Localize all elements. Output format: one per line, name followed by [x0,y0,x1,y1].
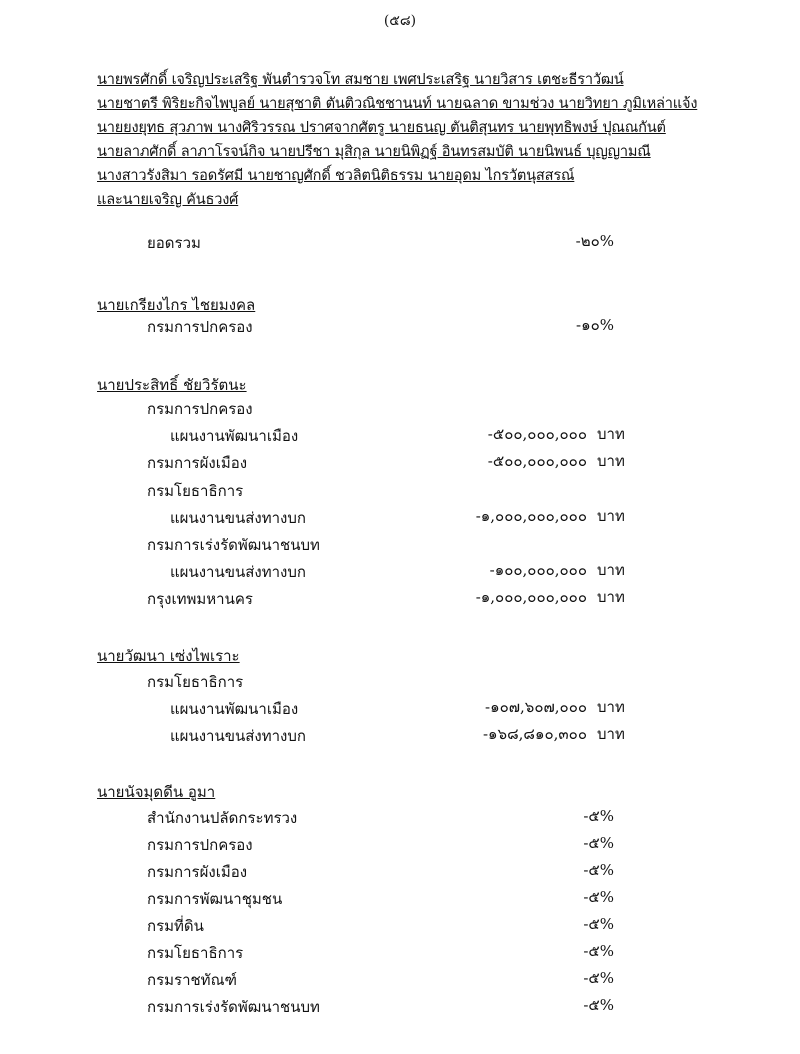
unit-label: บาท [597,452,625,470]
dept-label: กรมการปกครอง [147,836,253,854]
percent-value: -๕% [583,996,614,1014]
percent-value: -๕% [583,915,614,933]
dept-label: กรมราชทัณฑ์ [147,971,237,989]
dept-label: กรมการเร่งรัดพัฒนาชนบท [147,998,320,1016]
names-line: และนายเจริญ คันธวงศ์ [97,191,239,208]
percent-value: -๕% [583,861,614,879]
dept-value: -๑๐% [576,316,614,334]
dept-label: กรมโยธาธิการ [147,944,244,962]
dept-label: กรมการปกครอง [147,318,253,336]
page-number: (๕๘) [383,13,417,29]
amount-value: -๑๐๐,๐๐๐,๐๐๐ [489,561,587,579]
plan-label: แผนงานขนส่งทางบก [170,509,306,527]
unit-label: บาท [597,507,625,525]
names-line: นางสาวรังสิมา รอดรัศมี นายชาญศักดิ์ ชวลิตนิติธรรม นายอุดม ไกรวัตนุสสรณ์ [97,167,575,184]
section-heading-kriengkrai: นายเกรียงไกร ไชยมงคล [97,296,256,314]
dept-label: กรุงเทพมหานคร [147,590,253,608]
amount-value: -๑,๐๐๐,๐๐๐,๐๐๐ [475,507,587,525]
dept-label: กรมโยธาธิการ [147,673,244,691]
dept-label: กรมที่ดิน [147,917,204,935]
plan-label: แผนงานขนส่งทางบก [170,563,306,581]
dept-label: กรมโยธาธิการ [147,482,244,500]
percent-value: -๕% [583,969,614,987]
percent-value: -๕% [583,834,614,852]
dept-label: กรมการเร่งรัดพัฒนาชนบท [147,536,320,554]
plan-label: แผนงานขนส่งทางบก [170,727,306,745]
percent-value: -๕% [583,807,614,825]
names-line: นายพรศักดิ์ เจริญประเสริฐ พันตำรวจโท สมชาย เพศประเสริฐ นายวิสาร เตชะธีราวัฒน์ [97,71,624,88]
unit-label: บาท [597,698,625,716]
names-list [97,68,727,212]
section-heading-wattana: นายวัฒนา เซ่งไพเราะ [97,647,240,665]
dept-label: กรมการพัฒนาชุมชน [147,890,283,908]
unit-label: บาท [597,425,625,443]
dept-label: กรมการปกครอง [147,400,253,418]
amount-value: -๕๐๐,๐๐๐,๐๐๐ [487,452,587,470]
unit-label: บาท [597,725,625,743]
amount-value: -๕๐๐,๐๐๐,๐๐๐ [487,425,587,443]
amount-value: -๑๐๗,๖๐๗,๐๐๐ [485,698,587,716]
total-value: -๒๐% [575,232,614,250]
amount-value: -๑๖๘,๘๑๐,๓๐๐ [482,725,587,743]
names-line: นายยงยุทธ สุวภาพ นางศิริวรรณ ปราศจากศัตรู นายธนญ ตันติสุนทร นายพุทธิพงษ์ ปุณณกันต์ [97,119,666,136]
names-line: นายชาตรี พิริยะกิจไพบูลย์ นายสุชาติ ตันติวณิชชานนท์ นายฉลาด ขามช่วง นายวิทยา ภูมิเหล่าแจ้ง [97,95,698,112]
percent-value: -๕% [583,942,614,960]
dept-label: สำนักงานปลัดกระทรวง [147,809,298,827]
section-heading-prasit: นายประสิทธิ์ ชัยวิรัตนะ [97,376,247,394]
dept-label: กรมการผังเมือง [147,863,248,881]
percent-value: -๕% [583,888,614,906]
plan-label: แผนงานพัฒนาเมือง [170,700,299,718]
unit-label: บาท [597,561,625,579]
names-line: นายลาภศักดิ์ ลาภาโรจน์กิจ นายปรีชา มุสิกุล นายนิพิฏฐ์ อินทรสมบัติ นายนิพนธ์ บุญญามณี [97,143,651,160]
section-heading-najmudeen: นายนัจมุดดีน อูมา [97,783,216,801]
plan-label: แผนงานพัฒนาเมือง [170,427,299,445]
unit-label: บาท [597,588,625,606]
amount-value: -๑,๐๐๐,๐๐๐,๐๐๐ [475,588,587,606]
total-label: ยอดรวม [147,234,201,252]
dept-label: กรมการผังเมือง [147,454,248,472]
